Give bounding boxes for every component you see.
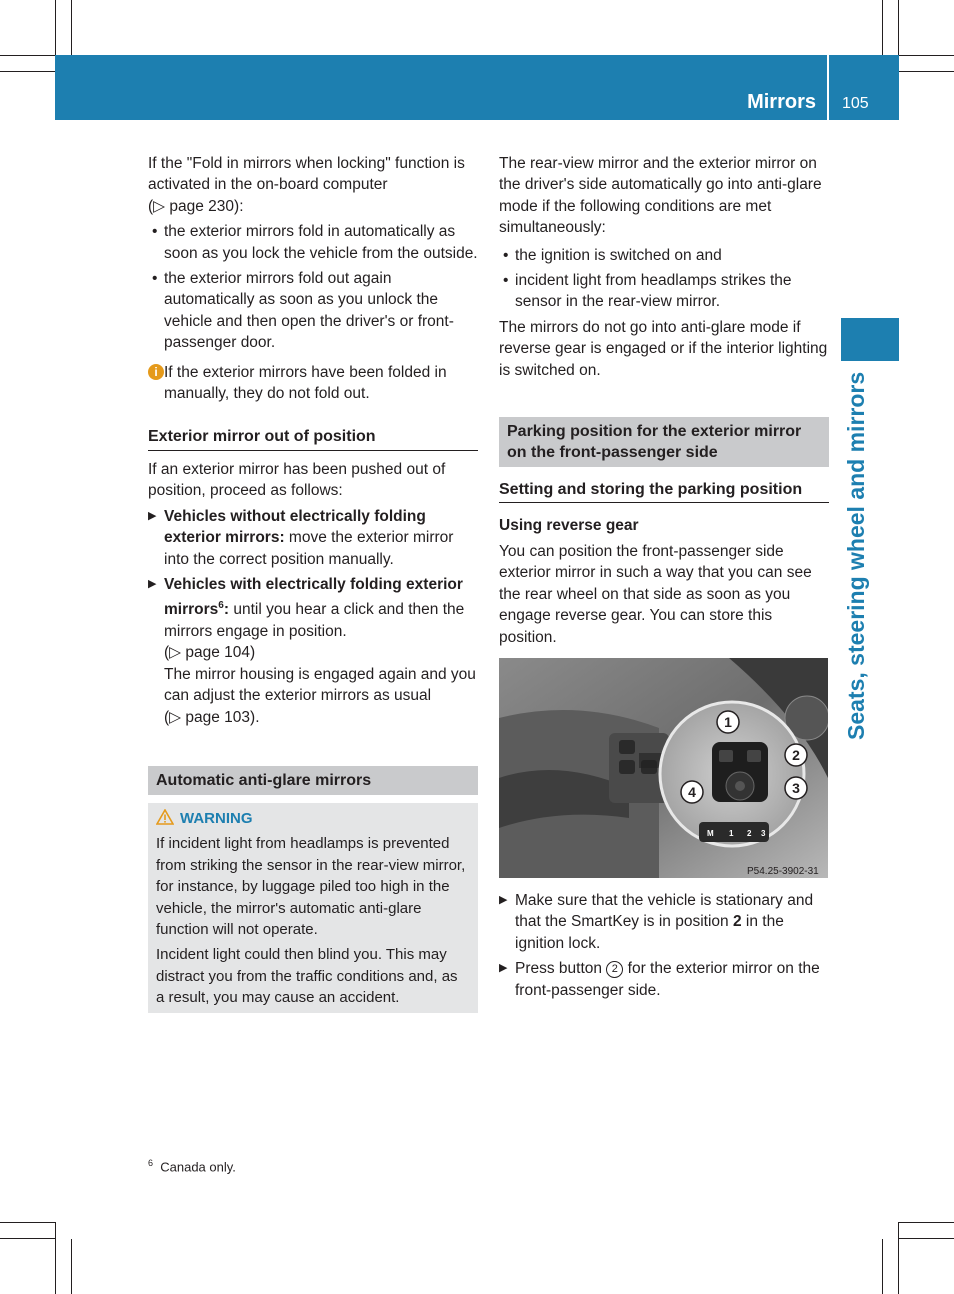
page-header (55, 55, 899, 120)
header-divider (827, 55, 829, 120)
action-text: Make sure that the vehicle is stationary and that the SmartKey is in position (515, 892, 814, 931)
chapter-side-title: Seats, steering wheel and mirrors (843, 371, 869, 740)
action-label: Vehicles without electrically folding exterior mirrors: (164, 507, 426, 547)
action-text: move the exterior mirror into the correct position manually. (164, 529, 454, 568)
anti-glare-intro: The rear-view mirror and the exterior mirror on the driver's side automatically go into anti-glare mode if the following conditions are met simultaneously: (499, 155, 822, 237)
list-item (499, 270, 829, 313)
action-colon: : (223, 601, 230, 619)
callout-number: 2 (792, 747, 800, 763)
list-item (148, 268, 478, 354)
list-item-text: incident light from headlamps strikes the sensor in the rear-view mirror. (515, 272, 792, 311)
fold-intro-text: If the "Fold in mirrors when locking" function is activated in the on-board computer (148, 155, 465, 194)
crop-mark (882, 1239, 883, 1294)
fold-intro (148, 153, 478, 217)
warning-text: Incident light could then blind you. This may distract you from the traffic conditions and, as a result, you may cause an accident. (156, 946, 458, 1007)
reverse-gear-text: You can position the front-passenger side exterior mirror in such a way that you can see the rear wheel on that side as soon as you engage reverse gear. You can store this position. (499, 542, 812, 646)
callout-number: 1 (724, 714, 732, 730)
list-item-text: the exterior mirrors fold out again automatically as soon as you unlock the vehicle and then open the driver's or front-passenger door. (164, 270, 454, 352)
list-item-text: the ignition is switched on and (515, 246, 722, 264)
page-ref[interactable]: (▷ page 103). (164, 708, 260, 726)
action-arrow-icon: ▶ (148, 509, 157, 522)
right-column (499, 153, 829, 652)
info-icon: i (148, 362, 164, 383)
crop-mark (0, 1238, 56, 1239)
crop-mark (882, 0, 883, 56)
action-text: The mirror housing is engaged again and you can adjust the exterior mirrors as usual (164, 665, 476, 705)
memory-button-label: M (707, 829, 714, 838)
action-text: until you hear a click and then the mirrors engage in position. (164, 601, 465, 640)
list-item (148, 221, 478, 264)
bullet: • (503, 246, 509, 264)
heading-mirror-out-of-position: Exterior mirror out of position (148, 426, 478, 450)
action-step (499, 890, 829, 954)
action-arrow-icon: ▶ (499, 962, 508, 975)
button-number-icon: 2 (606, 961, 623, 978)
crop-mark (898, 71, 954, 72)
memory-button-label: 2 (747, 829, 752, 838)
callout-number: 3 (792, 780, 800, 796)
crop-mark (0, 55, 56, 56)
action-step (499, 958, 829, 1001)
smartkey-position: 2 (732, 913, 742, 931)
crop-mark (898, 55, 954, 56)
action-text: Press button (515, 960, 603, 978)
side-tab (841, 318, 899, 361)
crop-mark (898, 1222, 954, 1223)
list-item-text: the exterior mirrors fold in automatically as soon as you lock the vehicle from the outside. (164, 223, 478, 262)
parking-steps (499, 890, 829, 1005)
crop-mark (0, 71, 56, 72)
warning-header (156, 808, 470, 829)
anti-glare-note: The mirrors do not go into anti-glare mode if reverse gear is engaged or if the interior lighting is switched on. (499, 318, 828, 379)
crop-mark (898, 1238, 954, 1239)
crop-mark (0, 1222, 56, 1223)
warning-text: If incident light from headlamps is prevented from striking the sensor in the rear-view mirror, for instance, by luggage piled too high in the vehicle, the mirror's automatic anti-glare function will not operate. (156, 835, 466, 938)
page-ref[interactable]: (▷ page 104) (164, 644, 256, 662)
action-arrow-icon: ▶ (499, 894, 508, 906)
heading-reverse-gear: Using reverse gear (499, 517, 639, 535)
warning-label: WARNING (180, 809, 253, 827)
info-note (148, 362, 478, 405)
warning-triangle-icon (156, 809, 174, 825)
action-text: for the exterior mirror on the front-passenger side. (515, 960, 820, 999)
crop-mark (55, 1222, 56, 1294)
memory-button-label: 1 (729, 829, 734, 838)
heading-anti-glare: Automatic anti-glare mirrors (148, 766, 478, 795)
left-column (148, 153, 478, 1013)
heading-setting-storing: Setting and storing the parking position (499, 479, 829, 503)
oop-intro: If an exterior mirror has been pushed out of position, proceed as follows: (148, 460, 446, 500)
footnote-text: Canada only. (160, 1159, 236, 1175)
crop-mark (71, 1239, 72, 1294)
bullet: • (503, 272, 509, 290)
page-ref[interactable]: (▷ page 230): (148, 197, 244, 215)
footnote (148, 1158, 236, 1174)
figure-code: P54.25-3902-31 (747, 866, 819, 877)
door-control-figure (499, 658, 828, 878)
list-item (499, 245, 829, 266)
crop-mark (71, 0, 72, 56)
bullet: • (152, 223, 158, 241)
callout-number: 4 (688, 784, 696, 800)
action-label: Vehicles with electrically folding exterior mirrors (164, 575, 463, 619)
footnote-ref[interactable]: 6 (218, 600, 224, 612)
action-arrow-icon: ▶ (148, 577, 157, 590)
bullet: • (152, 270, 158, 288)
footnote-mark: 6 (148, 1158, 154, 1168)
crop-mark (898, 1222, 899, 1294)
action-step (148, 506, 478, 570)
heading-parking-position: Parking position for the exterior mirror on the front-passenger side (499, 417, 829, 467)
section-title: Mirrors (747, 91, 816, 113)
action-text: in the ignition lock. (515, 913, 784, 952)
page-number: 105 (842, 95, 869, 112)
memory-button-label: 3 (761, 829, 766, 838)
warning-box (148, 803, 478, 1013)
action-step (148, 574, 478, 728)
info-text: If the exterior mirrors have been folded in manually, they do not fold out. (164, 363, 447, 403)
